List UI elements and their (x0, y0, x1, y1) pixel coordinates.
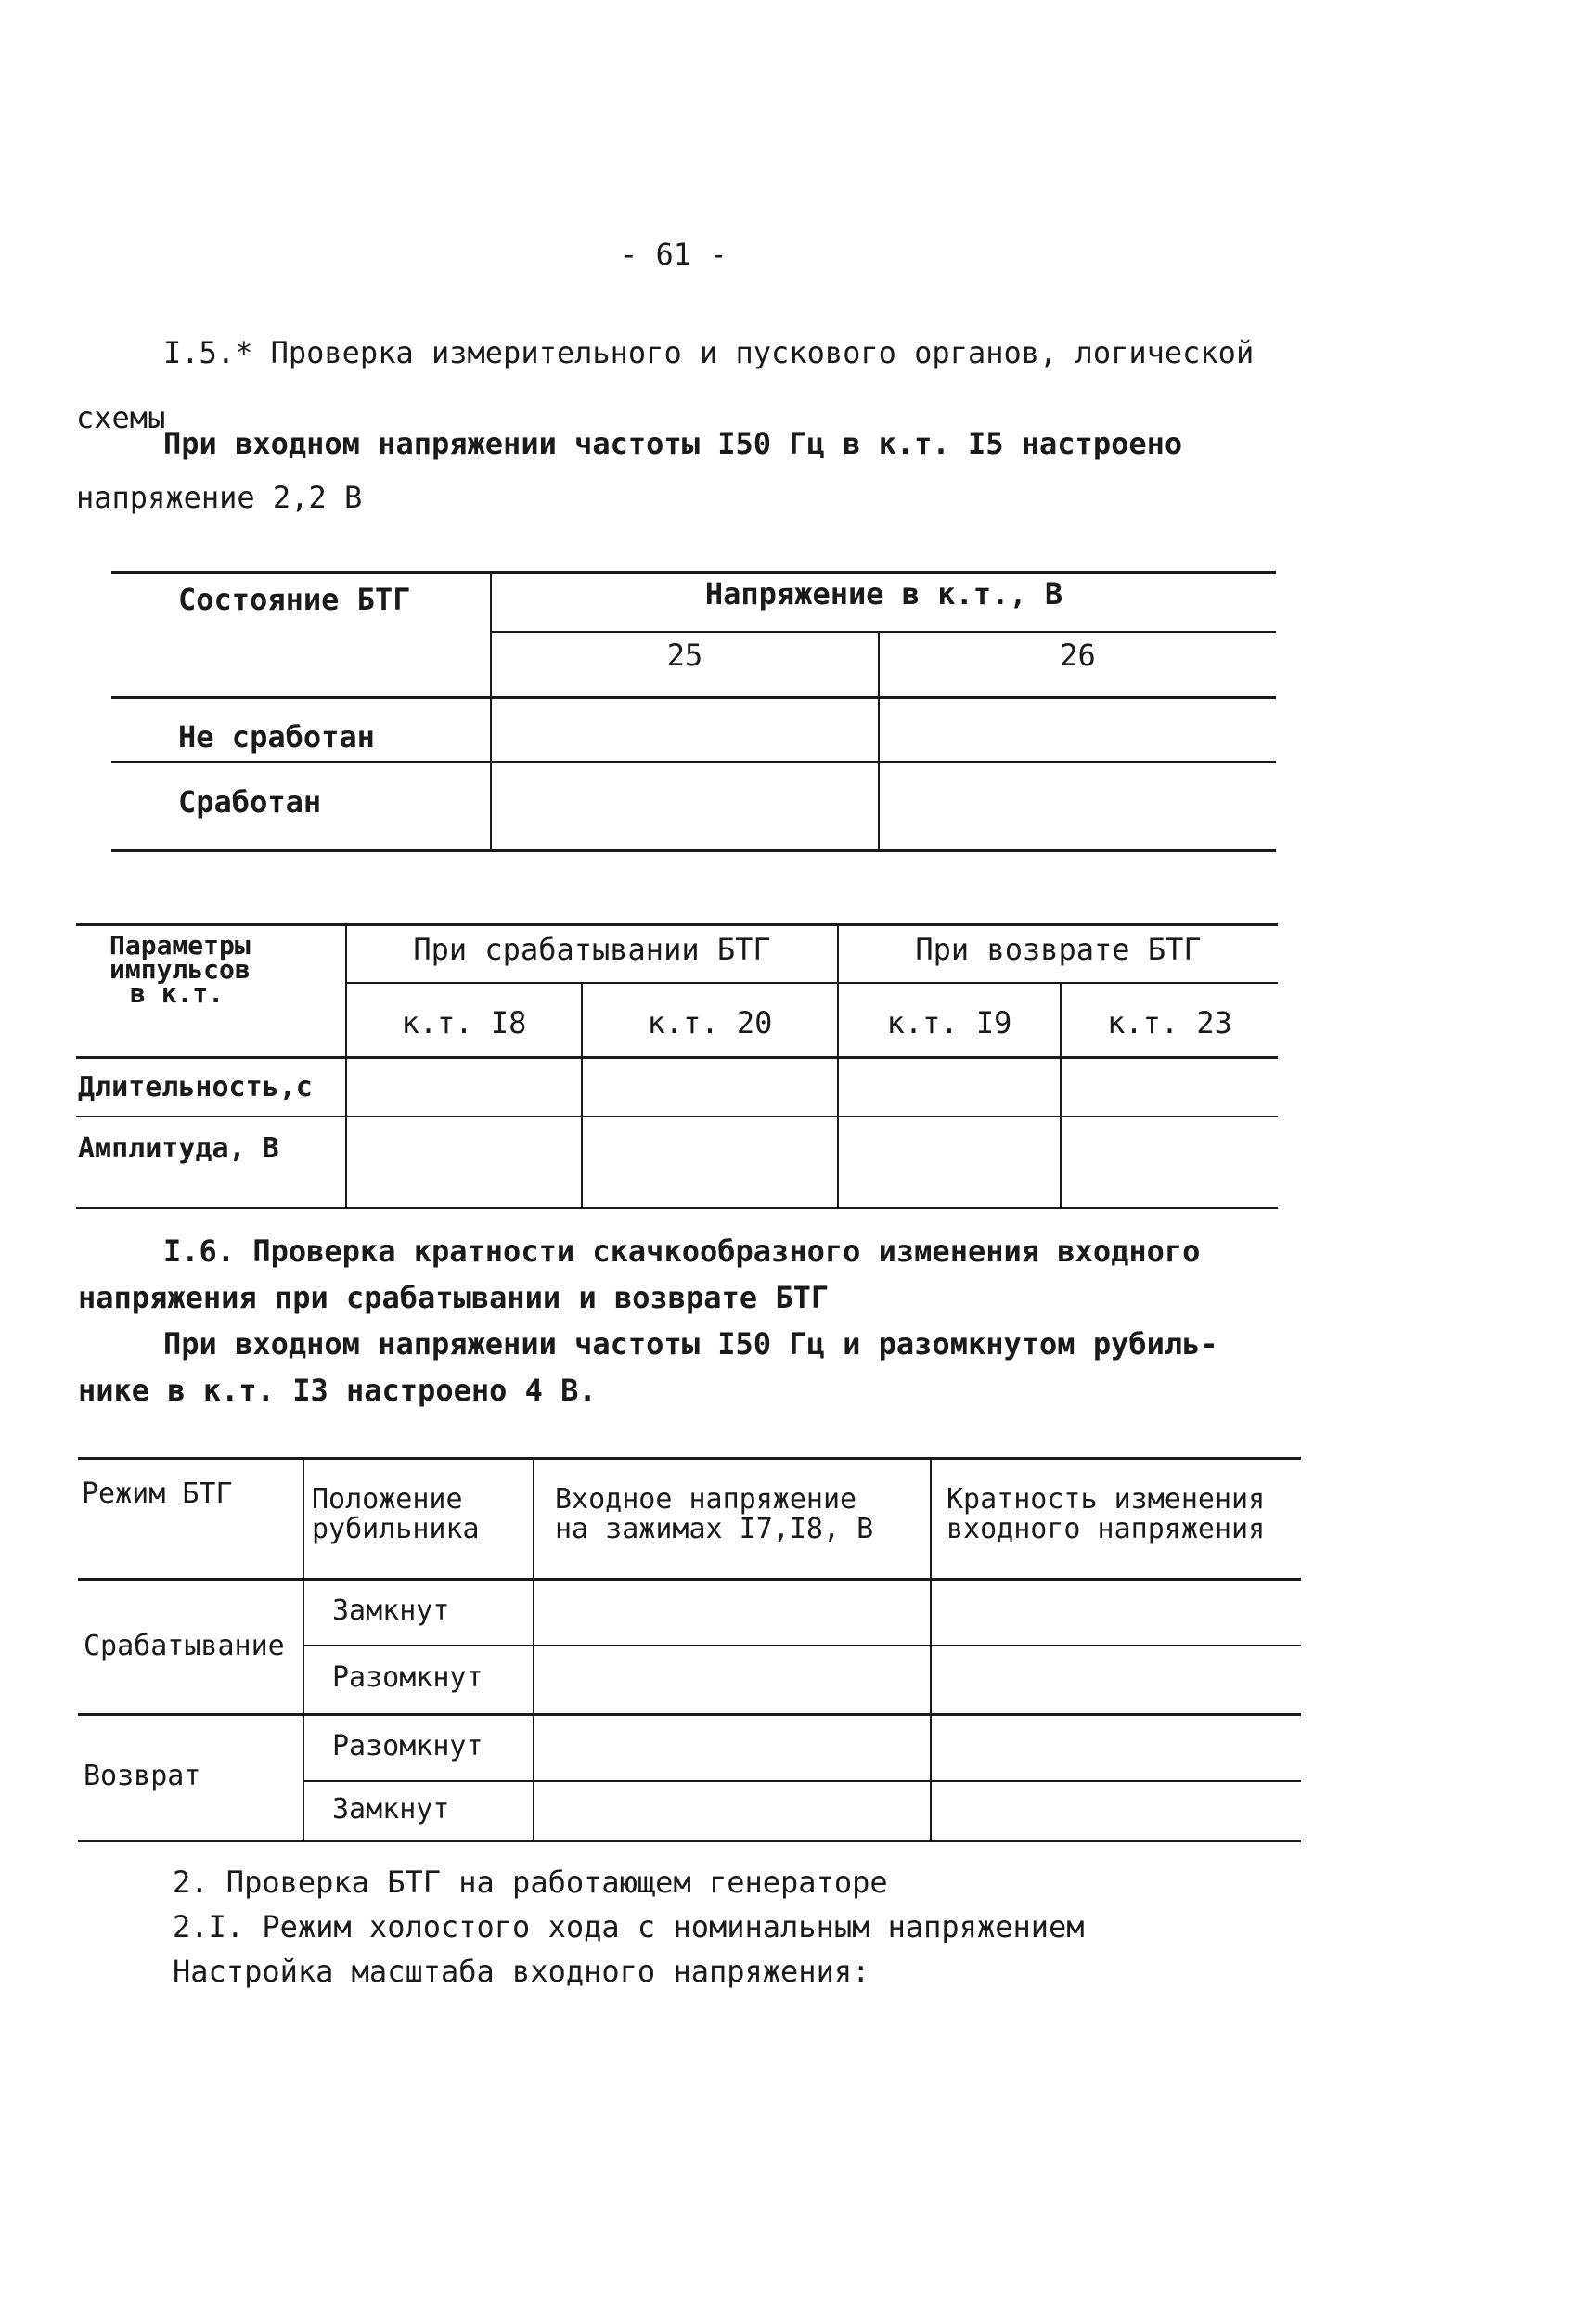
table3-state-open-2: Разомкнут (332, 1730, 483, 1762)
section-1-5-heading: I.5.* Проверка измерительного и пускового органов, логической (163, 335, 1255, 370)
table1-row-not-triggered: Не сработан (178, 719, 375, 755)
table2-header-return: При возврате БТГ (915, 932, 1202, 967)
table3-state-open-1: Разомкнут (332, 1661, 483, 1694)
table3-header-mode: Режим БТГ (82, 1478, 233, 1510)
table3-header-switch-1: Положение (312, 1483, 463, 1516)
table2-subheader-kt23: к.т. 23 (1107, 1005, 1232, 1040)
table1-header-voltage: Напряжение в к.т., В (704, 576, 1063, 612)
table3-header-input-1: Входное напряжение (555, 1483, 857, 1516)
section-1-6-heading-cont: напряжения при срабатывании и возврате БТГ (78, 1280, 830, 1315)
table3-state-closed-2: Замкнут (332, 1793, 450, 1826)
table1-row-triggered: Сработан (178, 784, 322, 820)
table3-header-switch-2: рубильника (312, 1513, 480, 1545)
table1-subheader-25: 25 (666, 638, 703, 673)
table2-row-duration: Длительность,с (78, 1071, 313, 1104)
table2-header-params-2: импульсов (109, 954, 251, 985)
section-1-5-heading-cont: схемы (76, 400, 166, 435)
section-2-1-heading: 2.I. Режим холостого хода с номинальным напряжением (173, 1909, 1085, 1944)
section-2-1-text: Настройка масштаба входного напряжения: (173, 1954, 870, 1989)
table1-subheader-26: 26 (1060, 638, 1096, 673)
section-2-heading: 2. Проверка БТГ на работающем генераторе (173, 1865, 888, 1900)
section-1-5-note-cont: напряжение 2,2 В (76, 480, 363, 515)
table2-header-params-1: Параметры (109, 930, 251, 961)
section-1-5-note: При входном напряжении частоты I50 Гц в к.т. I5 настроено (163, 426, 1183, 461)
table3-mode-trigger: Срабатывание (84, 1630, 285, 1662)
table2-subheader-kt18: к.т. I8 (401, 1005, 527, 1040)
table1-header-state: Состояние БТГ (178, 582, 411, 617)
table3-state-closed-1: Замкнут (332, 1595, 450, 1627)
section-1-6-heading: I.6. Проверка кратности скачкообразного изменения входного (163, 1233, 1201, 1269)
table2-header-trigger: При срабатывании БТГ (413, 932, 771, 967)
table3-mode-return: Возврат (84, 1760, 201, 1792)
section-1-6-note: При входном напряжении частоты I50 Гц и разомкнутом рубиль- (163, 1326, 1218, 1362)
table3-header-ratio-1: Кратность изменения (947, 1483, 1266, 1516)
table2-header-params-3: в к.т. (130, 978, 225, 1009)
table2-row-amplitude: Амплитуда, В (78, 1132, 279, 1165)
table2-subheader-kt20: к.т. 20 (647, 1005, 773, 1040)
section-1-6-note-cont: нике в к.т. I3 настроено 4 В. (78, 1373, 597, 1408)
table2-subheader-kt19: к.т. I9 (886, 1005, 1012, 1040)
table3-header-ratio-2: входного напряжения (947, 1513, 1266, 1545)
page-number: - 61 - (620, 237, 728, 272)
table3-header-input-2: на зажимах I7,I8, В (555, 1513, 874, 1545)
